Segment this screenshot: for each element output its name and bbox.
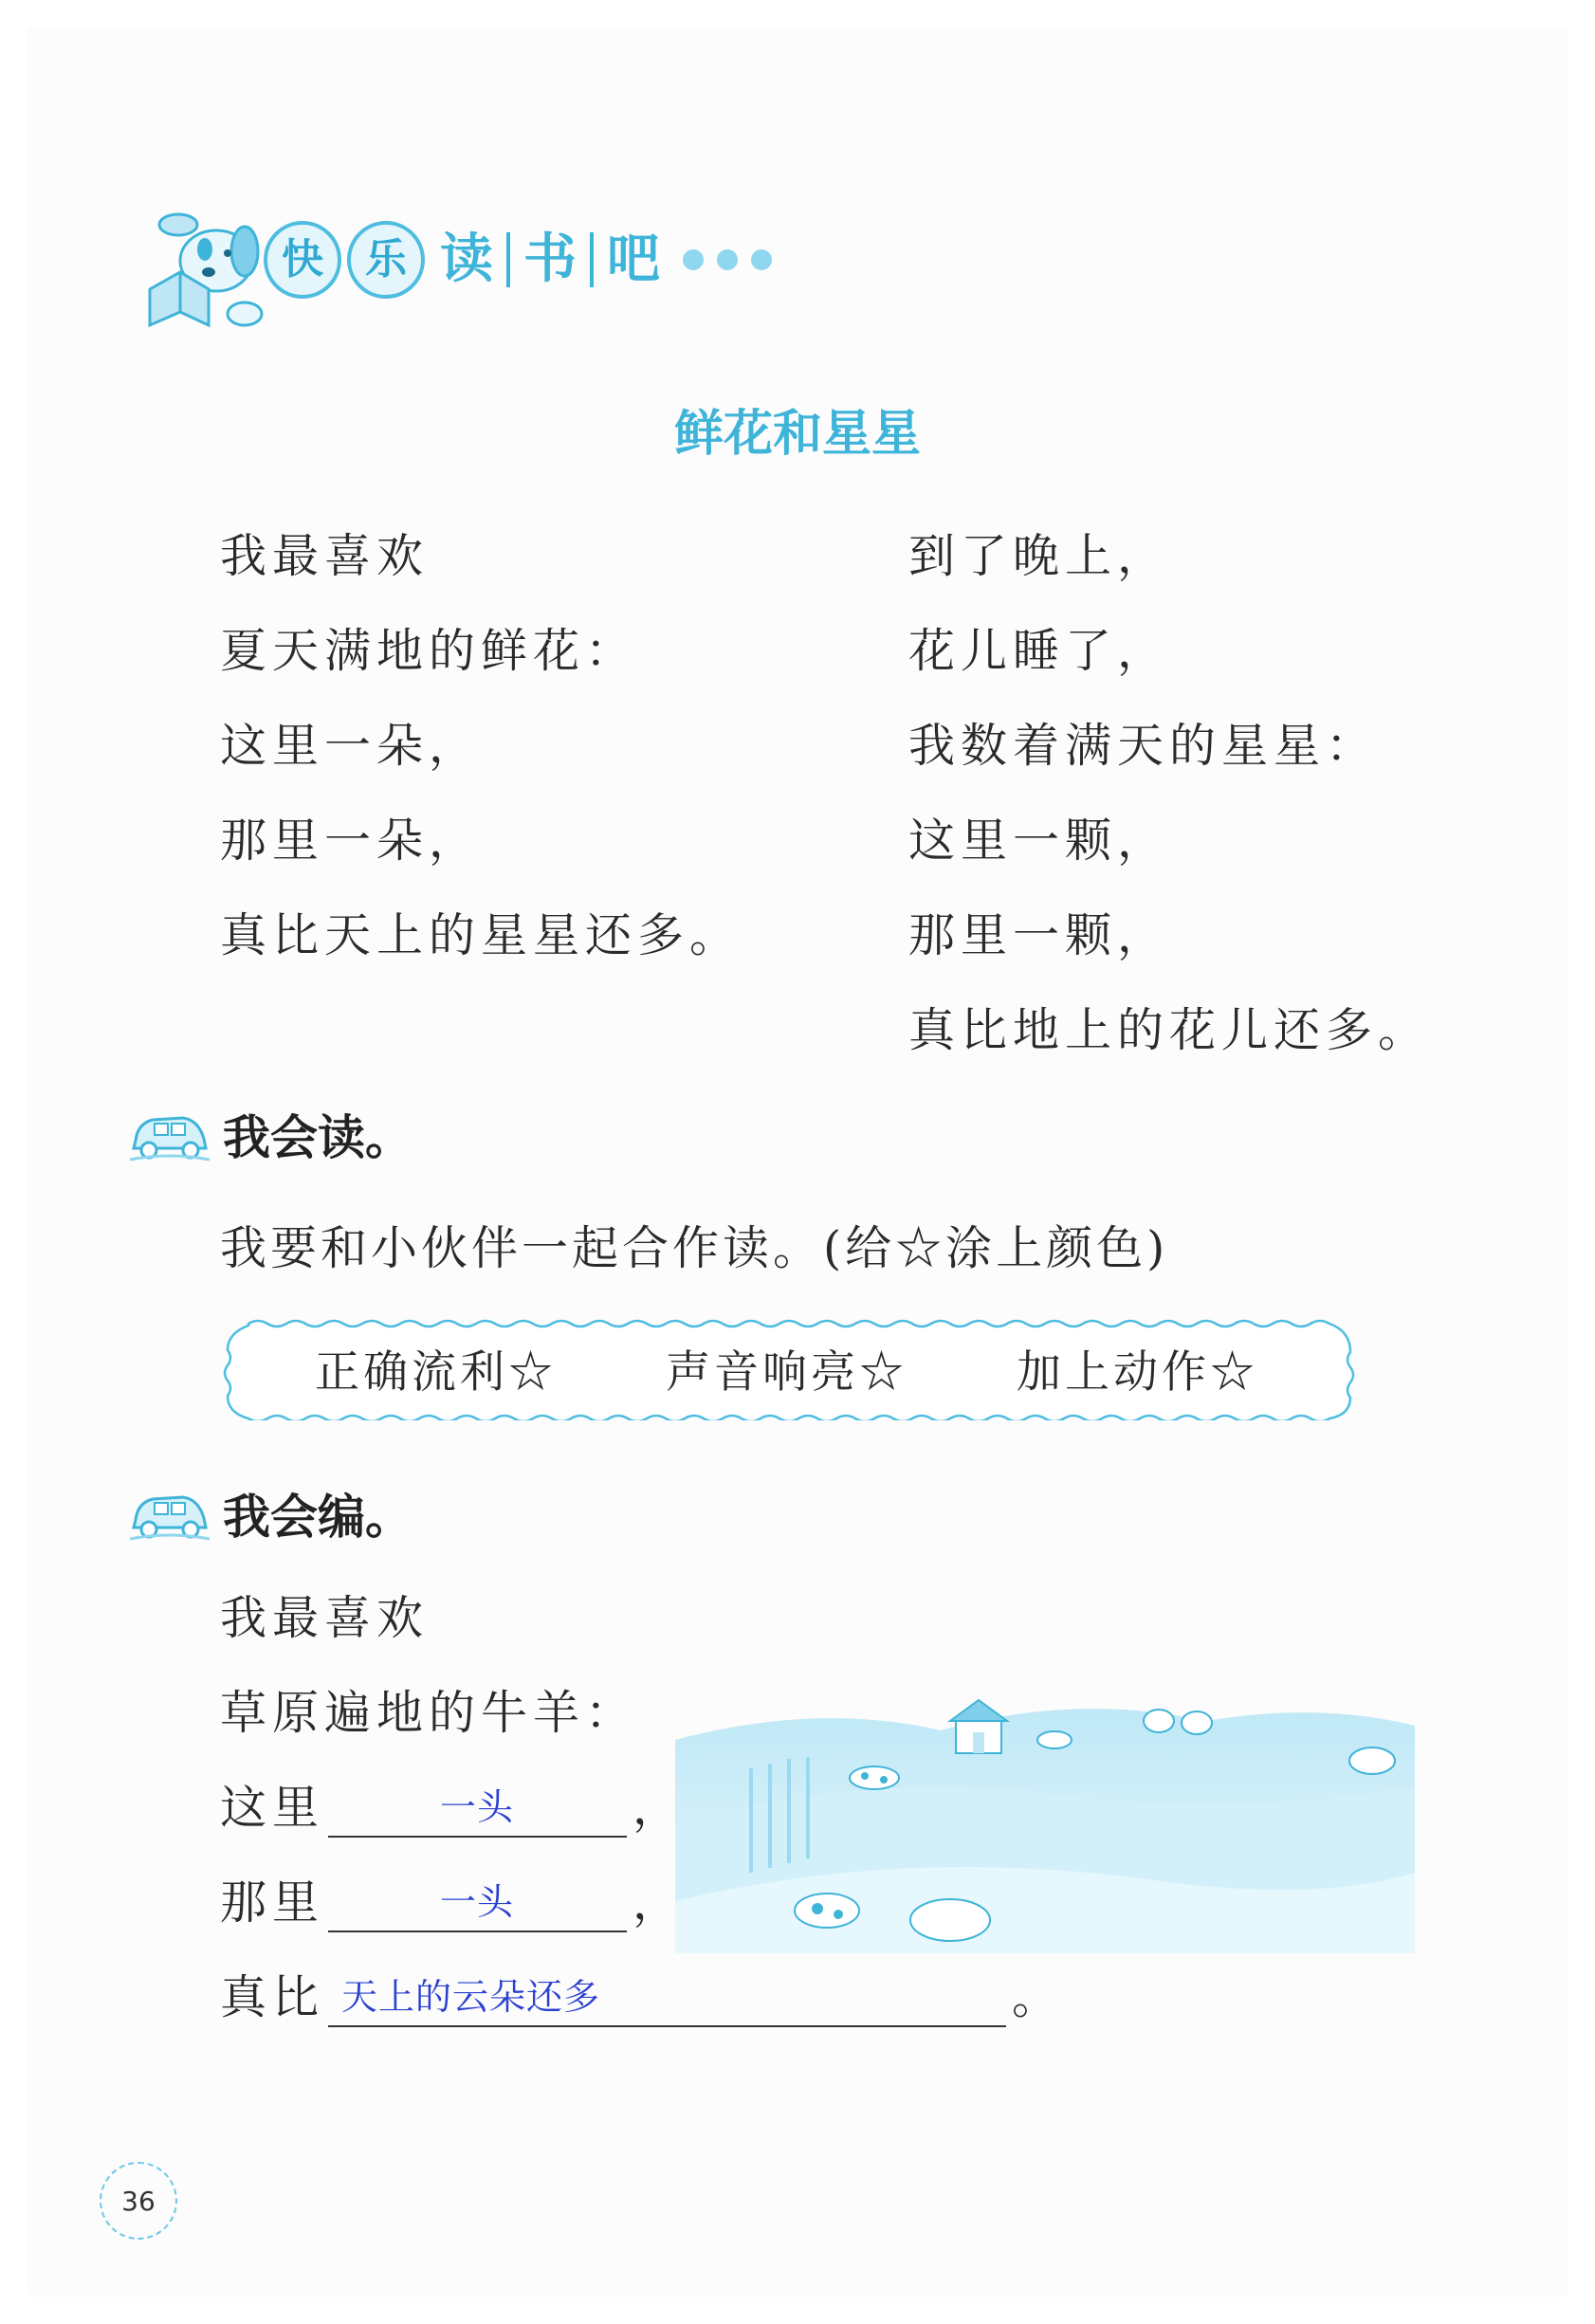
banner-divider — [590, 232, 594, 287]
poem-line: 真比天上的星星还多。 — [220, 908, 742, 962]
banner-char: 书 — [523, 229, 577, 290]
fill-prefix: 那里 — [220, 1876, 325, 1930]
compose-line-2: 草原遍地的牛羊： — [220, 1686, 638, 1740]
fill-suffix: 。 — [1012, 1970, 1065, 2024]
banner-dots — [683, 249, 785, 270]
section-read-heading — [128, 1100, 412, 1168]
banner-char: 乐 — [347, 221, 425, 299]
poem-left-column — [220, 523, 742, 997]
rating-box — [220, 1316, 1363, 1420]
fill-row-2 — [220, 1866, 685, 1932]
section-heading-text: 我会读。 — [223, 1110, 412, 1165]
section-write-heading — [128, 1479, 412, 1547]
banner-char: 读 — [440, 229, 493, 290]
poem-line: 到了晚上， — [908, 529, 1170, 583]
poem-line: 真比地上的花儿还多。 — [908, 1003, 1431, 1057]
rating-option[interactable]: 声音响亮☆ — [666, 1345, 908, 1399]
poem-line: 这里一朵， — [220, 719, 482, 773]
car-icon — [128, 1484, 211, 1543]
fill-prefix: 真比 — [220, 1970, 325, 2024]
pasture-scene — [675, 1683, 1415, 1953]
rating-option[interactable]: 加上动作☆ — [1017, 1345, 1258, 1399]
read-instruction: 我要和小伙伴一起合作读。(给☆涂上颜色) — [220, 1221, 1169, 1275]
poem-right-column — [908, 523, 1430, 1092]
rating-option[interactable]: 正确流利☆ — [315, 1345, 557, 1399]
banner-title — [264, 221, 785, 299]
poem-line: 花儿睡了， — [908, 624, 1170, 678]
page-number: 36 — [100, 2162, 177, 2240]
compose-line-1: 我最喜欢 — [220, 1591, 430, 1645]
answer-blank[interactable] — [328, 1970, 1006, 2027]
fill-suffix: ， — [632, 1781, 686, 1835]
fill-suffix: ， — [632, 1876, 686, 1930]
banner-divider — [506, 232, 510, 287]
answer-blank[interactable] — [328, 1876, 627, 1932]
poem-line: 那里一朵， — [220, 814, 482, 868]
handwritten-answer: 天上的云朵还多 — [341, 1976, 601, 2018]
fill-row-1 — [220, 1771, 685, 1838]
poem-title: 鲜花和星星 — [673, 406, 921, 463]
fill-row-3 — [220, 1961, 1064, 2027]
banner-char: 快 — [264, 221, 341, 299]
poem-line: 那里一颗， — [908, 908, 1170, 962]
banner-char: 吧 — [607, 229, 660, 290]
poem-line: 我最喜欢 — [220, 529, 430, 583]
section-heading-text: 我会编。 — [223, 1490, 412, 1545]
handwritten-answer: 一头 — [440, 1786, 515, 1828]
poem-line: 我数着满天的星星： — [908, 719, 1379, 773]
handwritten-answer: 一头 — [440, 1881, 515, 1923]
poem-line: 这里一颗， — [908, 814, 1170, 868]
fill-prefix: 这里 — [220, 1781, 325, 1835]
car-icon — [128, 1105, 211, 1163]
header-banner — [121, 194, 804, 337]
poem-line: 夏天满地的鲜花： — [220, 624, 638, 678]
dog-reading-icon — [121, 194, 273, 337]
answer-blank[interactable] — [328, 1781, 627, 1838]
